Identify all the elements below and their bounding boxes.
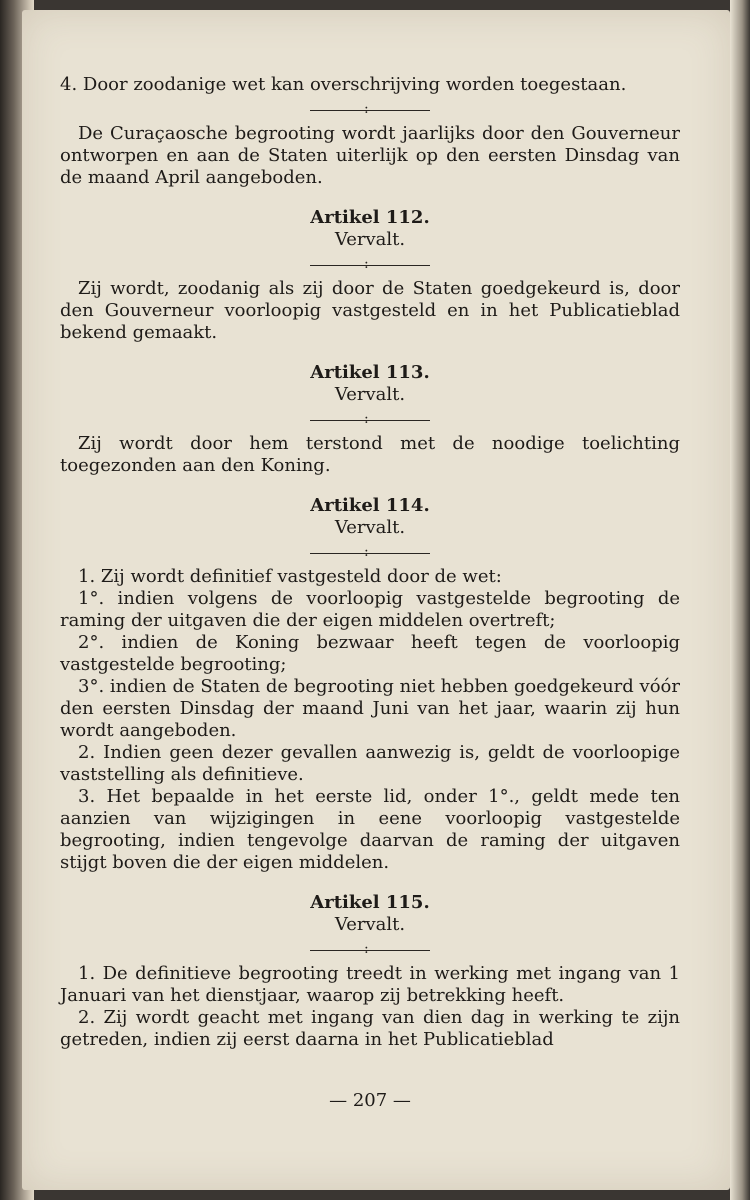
article-heading: Artikel 114. xyxy=(310,495,430,516)
paragraph: 4. Door zoodanige wet kan overschrijving worden toegestaan. xyxy=(60,74,627,95)
article-heading: Artikel 112. xyxy=(310,207,430,228)
section-divider xyxy=(310,420,430,421)
article-status: Vervalt. xyxy=(334,384,406,405)
article-heading: Artikel 113. xyxy=(310,362,430,383)
section-divider xyxy=(310,265,430,266)
section-divider xyxy=(310,553,430,554)
paragraph: 2. Zij wordt geacht met ingang van dien dag in werking te zijn getreden, indien zij eerst daarna in het Publicatieblad xyxy=(60,1007,680,1050)
paragraph: Zij wordt door hem terstond met de noodige toelichting toegezonden aan den Koning. xyxy=(60,433,680,476)
page-body xyxy=(60,74,680,1051)
article-heading: Artikel 115. xyxy=(310,892,430,913)
article-status: Vervalt. xyxy=(334,517,406,538)
section-divider xyxy=(310,950,430,951)
paragraph: Zij wordt, zoodanig als zij door de Staten goedgekeurd is, door den Gouverneur voorloopig vastgesteld en in het Publicatieblad bekend gemaakt. xyxy=(60,278,680,343)
paragraph: 2°. indien de Koning bezwaar heeft tegen de voorloopig vastgestelde begrooting; xyxy=(60,632,680,675)
paragraph: De Curaçaosche begrooting wordt jaarlijks door den Gouverneur ontworpen en aan de Staten uiterlijk op den eersten Dinsdag van de maand April aangeboden. xyxy=(60,123,680,188)
paragraph: 1. De definitieve begrooting treedt in werking met ingang van 1 Januari van het dienstjaar, waarop zij betrekking heeft. xyxy=(60,963,680,1006)
article-status: Vervalt. xyxy=(334,229,406,250)
page-edge xyxy=(730,0,750,1200)
section-divider xyxy=(310,110,430,111)
article-status: Vervalt. xyxy=(334,914,406,935)
paragraph: 1°. indien volgens de voorloopig vastgestelde begrooting de raming der uitgaven die der eigen middelen overtreft; xyxy=(60,588,680,631)
paragraph: 3°. indien de Staten de begrooting niet hebben goedgekeurd vóór den eersten Dinsdag der maand Juni van het jaar, waarin zij hun wordt aangeboden. xyxy=(60,676,680,741)
paragraph: 2. Indien geen dezer gevallen aanwezig is, geldt de voorloopige vaststelling als definitieve. xyxy=(60,742,680,785)
paragraph: 3. Het bepaalde in het eerste lid, onder 1°., geldt mede ten aanzien van wijzigingen in eene voorloopig vastgestelde begrooting, indien tengevolge daarvan de raming der uitgaven stijgt boven die der eigen middelen. xyxy=(60,786,680,873)
page-number: — 207 — xyxy=(329,1090,411,1111)
paragraph: 1. Zij wordt definitief vastgesteld door de wet: xyxy=(78,566,502,587)
book-page xyxy=(22,10,730,1190)
